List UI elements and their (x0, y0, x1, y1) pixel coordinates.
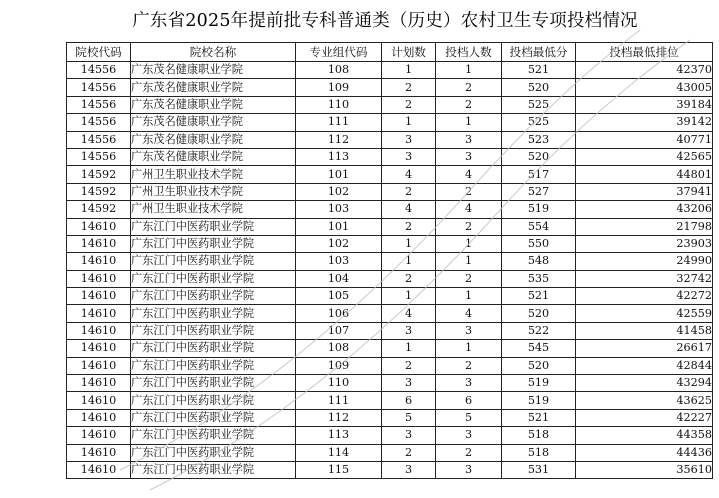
table-row (67, 409, 713, 426)
cell-school-code: 14610 (67, 288, 131, 305)
table-row (67, 444, 713, 461)
cell-plan-count: 1 (382, 114, 436, 131)
cell-plan-count: 3 (382, 131, 436, 148)
cell-school-code: 14610 (67, 270, 131, 287)
cell-admitted-count: 3 (436, 322, 502, 339)
cell-min-rank: 43005 (576, 79, 713, 96)
cell-min-rank: 24990 (576, 253, 713, 270)
cell-min-rank: 39142 (576, 114, 713, 131)
column-header-school-code: 院校代码 (67, 43, 131, 62)
cell-min-score: 520 (502, 305, 576, 322)
table-row (67, 340, 713, 357)
cell-min-rank: 32742 (576, 270, 713, 287)
cell-group-code: 101 (296, 218, 382, 235)
cell-plan-count: 2 (382, 444, 436, 461)
cell-school-name: 广东江门中医药职业学院 (131, 444, 296, 461)
cell-school-name: 广东江门中医药职业学院 (131, 305, 296, 322)
cell-plan-count: 3 (382, 461, 436, 478)
cell-min-rank: 39184 (576, 96, 713, 113)
cell-min-rank: 21798 (576, 218, 713, 235)
cell-admitted-count: 2 (436, 96, 502, 113)
table-row (67, 96, 713, 113)
cell-admitted-count: 2 (436, 218, 502, 235)
table-row (67, 218, 713, 235)
cell-min-rank: 43294 (576, 375, 713, 392)
cell-group-code: 112 (296, 409, 382, 426)
table-row (67, 131, 713, 148)
cell-admitted-count: 3 (436, 148, 502, 165)
table-row (67, 235, 713, 252)
cell-min-rank: 42559 (576, 305, 713, 322)
cell-plan-count: 3 (382, 148, 436, 165)
cell-admitted-count: 3 (436, 375, 502, 392)
cell-school-name: 广州卫生职业技术学院 (131, 183, 296, 200)
cell-min-score: 522 (502, 322, 576, 339)
cell-plan-count: 2 (382, 96, 436, 113)
cell-min-rank: 26617 (576, 340, 713, 357)
cell-school-code: 14610 (67, 305, 131, 322)
cell-school-name: 广东江门中医药职业学院 (131, 218, 296, 235)
cell-group-code: 103 (296, 253, 382, 270)
cell-school-code: 14610 (67, 235, 131, 252)
column-header-plan-count: 计划数 (382, 43, 436, 62)
cell-school-code: 14610 (67, 392, 131, 409)
cell-group-code: 112 (296, 131, 382, 148)
cell-admitted-count: 5 (436, 409, 502, 426)
cell-plan-count: 2 (382, 218, 436, 235)
table-row (67, 288, 713, 305)
cell-school-name: 广州卫生职业技术学院 (131, 201, 296, 218)
cell-min-score: 548 (502, 253, 576, 270)
cell-min-score: 525 (502, 96, 576, 113)
cell-school-name: 广东江门中医药职业学院 (131, 461, 296, 478)
cell-min-rank: 42370 (576, 62, 713, 79)
cell-min-rank: 41458 (576, 322, 713, 339)
cell-school-name: 广东江门中医药职业学院 (131, 288, 296, 305)
cell-group-code: 109 (296, 357, 382, 374)
cell-admitted-count: 2 (436, 357, 502, 374)
cell-plan-count: 1 (382, 340, 436, 357)
table-row (67, 166, 713, 183)
cell-plan-count: 4 (382, 305, 436, 322)
table-row (67, 253, 713, 270)
cell-school-code: 14556 (67, 62, 131, 79)
cell-admitted-count: 2 (436, 79, 502, 96)
table-row (67, 375, 713, 392)
cell-min-rank: 35610 (576, 461, 713, 478)
cell-min-rank: 44358 (576, 427, 713, 444)
cell-min-rank: 44436 (576, 444, 713, 461)
cell-min-score: 521 (502, 288, 576, 305)
cell-plan-count: 3 (382, 322, 436, 339)
cell-group-code: 106 (296, 305, 382, 322)
column-header-admitted-count: 投档人数 (436, 43, 502, 62)
cell-plan-count: 5 (382, 409, 436, 426)
table-row (67, 322, 713, 339)
table-row (67, 148, 713, 165)
cell-school-code: 14556 (67, 96, 131, 113)
cell-plan-count: 2 (382, 357, 436, 374)
cell-min-score: 525 (502, 114, 576, 131)
cell-group-code: 104 (296, 270, 382, 287)
cell-admitted-count: 1 (436, 62, 502, 79)
cell-min-score: 535 (502, 270, 576, 287)
cell-admitted-count: 4 (436, 166, 502, 183)
cell-school-code: 14610 (67, 218, 131, 235)
cell-school-name: 广东江门中医药职业学院 (131, 322, 296, 339)
cell-min-score: 519 (502, 201, 576, 218)
cell-min-rank: 40771 (576, 131, 713, 148)
cell-admitted-count: 1 (436, 114, 502, 131)
cell-min-score: 520 (502, 357, 576, 374)
admission-table (66, 42, 713, 479)
cell-min-rank: 42844 (576, 357, 713, 374)
cell-admitted-count: 3 (436, 131, 502, 148)
cell-group-code: 111 (296, 114, 382, 131)
cell-group-code: 102 (296, 183, 382, 200)
cell-admitted-count: 1 (436, 253, 502, 270)
cell-min-score: 550 (502, 235, 576, 252)
cell-admitted-count: 1 (436, 340, 502, 357)
cell-min-score: 521 (502, 409, 576, 426)
cell-school-code: 14610 (67, 375, 131, 392)
cell-group-code: 113 (296, 427, 382, 444)
cell-plan-count: 1 (382, 235, 436, 252)
cell-school-code: 14610 (67, 357, 131, 374)
cell-min-rank: 43625 (576, 392, 713, 409)
cell-school-code: 14610 (67, 444, 131, 461)
table-row (67, 357, 713, 374)
table-row (67, 79, 713, 96)
cell-min-score: 519 (502, 392, 576, 409)
cell-min-rank: 23903 (576, 235, 713, 252)
cell-group-code: 103 (296, 201, 382, 218)
cell-min-rank: 42227 (576, 409, 713, 426)
cell-min-rank: 44801 (576, 166, 713, 183)
table-row (67, 270, 713, 287)
cell-min-score: 527 (502, 183, 576, 200)
cell-min-rank: 43206 (576, 201, 713, 218)
cell-school-code: 14592 (67, 201, 131, 218)
cell-admitted-count: 6 (436, 392, 502, 409)
cell-school-name: 广东茂名健康职业学院 (131, 62, 296, 79)
cell-admitted-count: 2 (436, 183, 502, 200)
cell-school-code: 14556 (67, 131, 131, 148)
table-row (67, 305, 713, 322)
cell-min-score: 521 (502, 62, 576, 79)
cell-school-code: 14610 (67, 253, 131, 270)
cell-group-code: 105 (296, 288, 382, 305)
cell-school-name: 广东江门中医药职业学院 (131, 427, 296, 444)
table-header-row (67, 43, 713, 62)
table-row (67, 62, 713, 79)
cell-school-name: 广东江门中医药职业学院 (131, 409, 296, 426)
cell-school-name: 广东茂名健康职业学院 (131, 79, 296, 96)
cell-group-code: 110 (296, 96, 382, 113)
table-row (67, 392, 713, 409)
cell-plan-count: 2 (382, 79, 436, 96)
cell-admitted-count: 3 (436, 427, 502, 444)
cell-group-code: 111 (296, 392, 382, 409)
cell-min-score: 554 (502, 218, 576, 235)
table-row (67, 427, 713, 444)
cell-min-score: 518 (502, 427, 576, 444)
cell-school-name: 广州卫生职业技术学院 (131, 166, 296, 183)
cell-min-score: 519 (502, 375, 576, 392)
column-header-min-score: 投档最低分 (502, 43, 576, 62)
cell-group-code: 108 (296, 340, 382, 357)
cell-admitted-count: 2 (436, 270, 502, 287)
table-row (67, 201, 713, 218)
cell-min-score: 545 (502, 340, 576, 357)
cell-admitted-count: 4 (436, 201, 502, 218)
cell-plan-count: 1 (382, 288, 436, 305)
cell-group-code: 113 (296, 148, 382, 165)
cell-school-code: 14610 (67, 322, 131, 339)
cell-group-code: 114 (296, 444, 382, 461)
cell-plan-count: 6 (382, 392, 436, 409)
cell-school-code: 14592 (67, 166, 131, 183)
cell-min-score: 517 (502, 166, 576, 183)
cell-min-score: 531 (502, 461, 576, 478)
cell-school-code: 14610 (67, 409, 131, 426)
cell-min-score: 523 (502, 131, 576, 148)
cell-admitted-count: 4 (436, 305, 502, 322)
cell-plan-count: 1 (382, 253, 436, 270)
cell-group-code: 110 (296, 375, 382, 392)
cell-school-name: 广东茂名健康职业学院 (131, 96, 296, 113)
table-row (67, 183, 713, 200)
column-header-group-code: 专业组代码 (296, 43, 382, 62)
cell-school-name: 广东江门中医药职业学院 (131, 270, 296, 287)
cell-school-name: 广东茂名健康职业学院 (131, 131, 296, 148)
cell-group-code: 102 (296, 235, 382, 252)
cell-group-code: 101 (296, 166, 382, 183)
cell-school-name: 广东江门中医药职业学院 (131, 235, 296, 252)
cell-school-name: 广东江门中医药职业学院 (131, 375, 296, 392)
cell-min-rank: 37941 (576, 183, 713, 200)
cell-plan-count: 3 (382, 375, 436, 392)
cell-admitted-count: 1 (436, 288, 502, 305)
cell-school-code: 14556 (67, 148, 131, 165)
cell-min-score: 518 (502, 444, 576, 461)
cell-school-name: 广东江门中医药职业学院 (131, 340, 296, 357)
cell-min-rank: 42565 (576, 148, 713, 165)
cell-school-name: 广东茂名健康职业学院 (131, 148, 296, 165)
cell-school-code: 14610 (67, 340, 131, 357)
cell-admitted-count: 2 (436, 444, 502, 461)
column-header-school-name: 院校名称 (131, 43, 296, 62)
page-title: 广东省2025年提前批专科普通类（历史）农村卫生专项投档情况 (132, 11, 638, 31)
cell-school-code: 14610 (67, 427, 131, 444)
cell-group-code: 108 (296, 62, 382, 79)
cell-min-rank: 42272 (576, 288, 713, 305)
cell-school-name: 广东江门中医药职业学院 (131, 357, 296, 374)
cell-group-code: 107 (296, 322, 382, 339)
cell-school-code: 14556 (67, 79, 131, 96)
cell-plan-count: 3 (382, 427, 436, 444)
cell-plan-count: 1 (382, 62, 436, 79)
cell-admitted-count: 1 (436, 235, 502, 252)
cell-school-name: 广东江门中医药职业学院 (131, 392, 296, 409)
cell-school-code: 14610 (67, 461, 131, 478)
cell-school-name: 广东茂名健康职业学院 (131, 114, 296, 131)
cell-plan-count: 2 (382, 270, 436, 287)
cell-school-code: 14556 (67, 114, 131, 131)
cell-school-name: 广东江门中医药职业学院 (131, 253, 296, 270)
cell-plan-count: 4 (382, 166, 436, 183)
cell-min-score: 520 (502, 148, 576, 165)
cell-admitted-count: 3 (436, 461, 502, 478)
table-row (67, 461, 713, 478)
cell-school-code: 14592 (67, 183, 131, 200)
cell-min-score: 520 (502, 79, 576, 96)
column-header-min-rank: 投档最低排位 (576, 43, 713, 62)
cell-group-code: 115 (296, 461, 382, 478)
cell-plan-count: 4 (382, 201, 436, 218)
table-body (67, 62, 713, 479)
cell-group-code: 109 (296, 79, 382, 96)
table-row (67, 114, 713, 131)
cell-plan-count: 2 (382, 183, 436, 200)
